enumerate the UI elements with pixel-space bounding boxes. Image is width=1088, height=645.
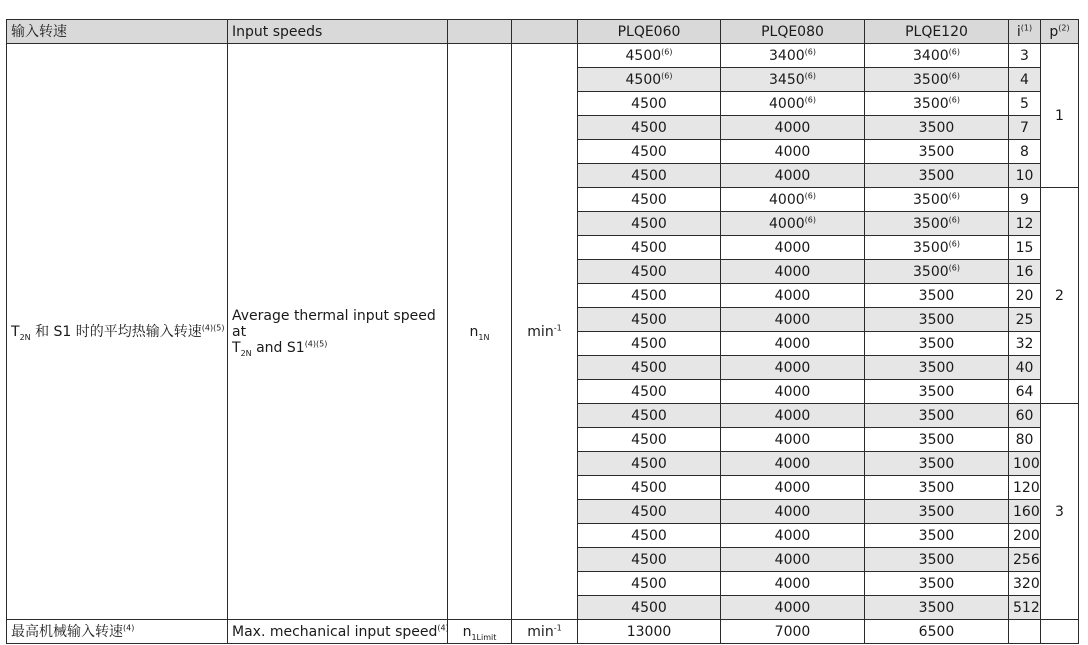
thermal-label-en — [228, 44, 448, 620]
ratio-cell: 80 — [1009, 428, 1041, 452]
header-stages — [1041, 20, 1079, 44]
ratio-cell: 16 — [1009, 260, 1041, 284]
ratio-cell: 512 — [1009, 596, 1041, 620]
speed-value: 3500 — [918, 143, 955, 160]
speed-cell-plqe120 — [865, 548, 1009, 572]
max-speed-row — [7, 620, 1079, 644]
speed-value: 4500 — [631, 527, 667, 544]
footnote-ref: (6) — [948, 214, 960, 224]
speed-cell-plqe060 — [578, 212, 721, 236]
speed-cell-plqe060 — [578, 596, 721, 620]
speed-value: 4000 — [769, 95, 805, 112]
header-model-plqe120: PLQE120 — [865, 20, 1009, 44]
unit-text: min — [527, 623, 554, 640]
speed-cell-plqe060 — [578, 332, 721, 356]
speed-value: 3500 — [918, 167, 955, 184]
ratio-cell: 9 — [1009, 188, 1041, 212]
speed-cell-plqe060 — [578, 164, 721, 188]
speed-cell-plqe120 — [865, 332, 1009, 356]
speed-cell-plqe060 — [578, 572, 721, 596]
speed-value: 4500 — [631, 263, 667, 280]
speed-value: 4000 — [774, 287, 811, 304]
ratio-cell: 100 — [1009, 452, 1041, 476]
speed-cell-plqe080 — [721, 188, 865, 212]
header-param-cn: 输入转速 — [7, 20, 228, 44]
speed-value: 4000 — [774, 263, 811, 280]
speed-cell-plqe080 — [721, 68, 865, 92]
speed-value: 3500 — [918, 479, 955, 496]
header-param-en: Input speeds — [228, 20, 448, 44]
max-speed-label-en — [228, 620, 448, 644]
ratio-cell: 60 — [1009, 404, 1041, 428]
speed-cell-plqe120 — [865, 356, 1009, 380]
speed-value: 4500 — [631, 119, 667, 136]
ratio-cell: 4 — [1009, 68, 1041, 92]
header-symbol-blank — [448, 20, 512, 44]
symbol-text: n — [462, 623, 472, 640]
speed-value: 4500 — [625, 47, 662, 64]
header-ratio — [1009, 20, 1041, 44]
speed-value: 4500 — [631, 551, 667, 568]
speed-cell-plqe080 — [721, 404, 865, 428]
speed-value: 3400 — [769, 47, 805, 64]
speed-value: 3500 — [918, 503, 955, 520]
speed-cell-plqe060 — [578, 356, 721, 380]
speed-cell-plqe120 — [865, 236, 1009, 260]
footnote-ref: (6) — [948, 262, 960, 272]
speed-value: 3500 — [913, 95, 949, 112]
unit-exponent: -1 — [553, 322, 562, 332]
speed-value: 3500 — [913, 215, 949, 232]
footnote-ref: (6) — [948, 70, 960, 80]
speed-cell-plqe120 — [865, 380, 1009, 404]
speed-value: 4000 — [769, 215, 805, 232]
speed-cell-plqe080 — [721, 524, 865, 548]
label-text: Max. mechanical input speed — [232, 623, 438, 640]
speed-value: 4000 — [769, 191, 805, 208]
speed-cell-plqe060 — [578, 188, 721, 212]
speed-value: 3500 — [913, 263, 949, 280]
ratio-cell: 8 — [1009, 140, 1041, 164]
speed-cell-plqe080 — [721, 140, 865, 164]
footnote-ref: (6) — [661, 46, 673, 56]
speed-value: 4000 — [774, 479, 811, 496]
speed-value: 3500 — [918, 599, 955, 616]
speed-value: 4500 — [631, 287, 667, 304]
speed-value: 3500 — [918, 287, 955, 304]
speed-cell-plqe080 — [721, 92, 865, 116]
footnote-ref: (6) — [948, 46, 960, 56]
stages-note: (2) — [1058, 22, 1070, 32]
speed-value: 4500 — [631, 599, 667, 616]
footnote-ref: (4) — [123, 622, 135, 632]
speed-value: 4500 — [631, 215, 667, 232]
ratio-cell: 200 — [1009, 524, 1041, 548]
ratio-cell: 12 — [1009, 212, 1041, 236]
speed-cell-plqe060 — [578, 92, 721, 116]
footnote-ref: (4)(5) — [304, 338, 328, 348]
label-text: Average thermal input speed at — [232, 307, 436, 340]
footnote-ref: (6) — [804, 214, 816, 224]
speed-value: 3500 — [918, 119, 955, 136]
speed-value: 3500 — [918, 575, 955, 592]
speed-value: 4000 — [774, 431, 811, 448]
speed-cell-plqe060 — [578, 68, 721, 92]
speed-cell-plqe060 — [578, 236, 721, 260]
speed-value: 3450 — [769, 71, 805, 88]
ratio-cell: 7 — [1009, 116, 1041, 140]
speed-value: 4000 — [774, 383, 811, 400]
speed-cell-plqe060 — [578, 308, 721, 332]
speed-cell-plqe080 — [721, 332, 865, 356]
speed-cell-plqe120 — [865, 308, 1009, 332]
max-speed-stages-blank — [1041, 620, 1079, 644]
stages-cell: 2 — [1041, 188, 1079, 404]
speed-value: 3400 — [913, 47, 949, 64]
speed-value: 4000 — [774, 239, 811, 256]
speed-cell-plqe080 — [721, 428, 865, 452]
label-text: T — [11, 323, 20, 340]
speed-cell-plqe120 — [865, 68, 1009, 92]
header-model-plqe060: PLQE060 — [578, 20, 721, 44]
label-text: T — [232, 339, 241, 356]
speed-value: 3500 — [918, 311, 955, 328]
speed-cell-plqe060 — [578, 404, 721, 428]
ratio-cell: 160 — [1009, 500, 1041, 524]
ratio-cell: 64 — [1009, 380, 1041, 404]
speed-cell-plqe060 — [578, 260, 721, 284]
speed-cell-plqe120 — [865, 260, 1009, 284]
stages-label: p — [1049, 23, 1059, 40]
footnote-ref: (6) — [804, 70, 816, 80]
speed-cell-plqe120 — [865, 572, 1009, 596]
ratio-cell: 120 — [1009, 476, 1041, 500]
speed-value: 4000 — [774, 599, 811, 616]
header-row — [7, 20, 1079, 44]
speed-cell-plqe080 — [721, 548, 865, 572]
header-model-plqe080: PLQE080 — [721, 20, 865, 44]
symbol-sub: 1N — [478, 332, 490, 342]
speed-cell-plqe080 — [721, 476, 865, 500]
ratio-cell: 32 — [1009, 332, 1041, 356]
speed-value: 4500 — [631, 335, 667, 352]
speed-value: 3500 — [918, 431, 955, 448]
speed-cell-plqe080 — [721, 164, 865, 188]
speed-cell-plqe080 — [721, 44, 865, 68]
speed-cell-plqe080 — [721, 260, 865, 284]
speed-cell-plqe080 — [721, 212, 865, 236]
speed-cell-plqe120 — [865, 212, 1009, 236]
speed-value: 4500 — [631, 407, 667, 424]
speed-value: 4500 — [631, 311, 667, 328]
input-speed-table — [6, 19, 1079, 644]
speed-value: 3500 — [913, 191, 949, 208]
speed-cell-plqe060 — [578, 44, 721, 68]
ratio-label: i — [1016, 23, 1021, 40]
stages-cell: 1 — [1041, 44, 1079, 188]
speed-cell-plqe060 — [578, 140, 721, 164]
footnote-ref: (6) — [948, 94, 960, 104]
ratio-cell: 5 — [1009, 92, 1041, 116]
speed-cell-plqe120 — [865, 116, 1009, 140]
speed-cell-plqe120 — [865, 428, 1009, 452]
ratio-cell: 10 — [1009, 164, 1041, 188]
header-unit-blank — [512, 20, 578, 44]
ratio-cell: 256 — [1009, 548, 1041, 572]
speed-value: 4000 — [774, 359, 811, 376]
max-speed-plqe060: 13000 — [578, 620, 721, 644]
speed-cell-plqe060 — [578, 548, 721, 572]
speed-value: 3500 — [918, 551, 955, 568]
speed-value: 4500 — [631, 479, 667, 496]
label-sub: 2N — [19, 332, 31, 342]
speed-value: 3500 — [918, 359, 955, 376]
speed-cell-plqe080 — [721, 284, 865, 308]
ratio-cell: 3 — [1009, 44, 1041, 68]
max-speed-ratio-blank — [1009, 620, 1041, 644]
max-speed-unit — [512, 620, 578, 644]
speed-cell-plqe120 — [865, 452, 1009, 476]
speed-value: 4500 — [631, 503, 667, 520]
speed-cell-plqe080 — [721, 452, 865, 476]
speed-cell-plqe120 — [865, 500, 1009, 524]
speed-value: 3500 — [918, 455, 955, 472]
speed-value: 4500 — [631, 359, 667, 376]
speed-value: 4000 — [774, 455, 811, 472]
speed-cell-plqe060 — [578, 452, 721, 476]
speed-cell-plqe080 — [721, 356, 865, 380]
max-speed-plqe080: 7000 — [721, 620, 865, 644]
speed-cell-plqe120 — [865, 596, 1009, 620]
speed-cell-plqe060 — [578, 476, 721, 500]
speed-cell-plqe060 — [578, 284, 721, 308]
speed-value: 3500 — [913, 239, 949, 256]
footnote-ref: (4)(5) — [201, 322, 225, 332]
speed-value: 4000 — [774, 167, 811, 184]
unit-text: min — [527, 323, 554, 340]
speed-cell-plqe060 — [578, 500, 721, 524]
footnote-ref: (6) — [804, 46, 816, 56]
speed-cell-plqe120 — [865, 284, 1009, 308]
speed-value: 4000 — [774, 503, 811, 520]
speed-cell-plqe080 — [721, 236, 865, 260]
speed-value: 4500 — [631, 455, 667, 472]
speed-cell-plqe060 — [578, 524, 721, 548]
ratio-cell: 15 — [1009, 236, 1041, 260]
ratio-cell: 25 — [1009, 308, 1041, 332]
unit-exponent: -1 — [553, 622, 562, 632]
speed-cell-plqe120 — [865, 140, 1009, 164]
speed-cell-plqe060 — [578, 116, 721, 140]
speed-cell-plqe060 — [578, 428, 721, 452]
speed-value: 4500 — [631, 191, 667, 208]
speed-value: 3500 — [918, 407, 955, 424]
speed-cell-plqe120 — [865, 476, 1009, 500]
speed-value: 4500 — [631, 95, 667, 112]
stages-cell: 3 — [1041, 404, 1079, 620]
thermal-label-cn — [7, 44, 228, 620]
ratio-cell: 20 — [1009, 284, 1041, 308]
ratio-cell: 320 — [1009, 572, 1041, 596]
label-sub: 2N — [240, 348, 252, 358]
speed-value: 4500 — [631, 431, 667, 448]
speed-value: 3500 — [918, 335, 955, 352]
ratio-cell: 40 — [1009, 356, 1041, 380]
footnote-ref: (4) — [437, 622, 449, 632]
speed-cell-plqe120 — [865, 524, 1009, 548]
speed-value: 4500 — [631, 239, 667, 256]
label-text: 最高机械输入转速 — [11, 623, 123, 640]
speed-cell-plqe080 — [721, 380, 865, 404]
speed-cell-plqe080 — [721, 116, 865, 140]
speed-value: 3500 — [918, 527, 955, 544]
thermal-unit — [512, 44, 578, 620]
speed-cell-plqe120 — [865, 188, 1009, 212]
max-speed-plqe120: 6500 — [865, 620, 1009, 644]
speed-cell-plqe120 — [865, 164, 1009, 188]
footnote-ref: (6) — [804, 190, 816, 200]
max-speed-symbol — [448, 620, 512, 644]
speed-cell-plqe120 — [865, 92, 1009, 116]
speed-cell-plqe080 — [721, 596, 865, 620]
speed-value: 4000 — [774, 119, 811, 136]
speed-value: 4000 — [774, 335, 811, 352]
speed-value: 3500 — [913, 71, 949, 88]
footnote-ref: (6) — [948, 190, 960, 200]
speed-value: 4500 — [631, 383, 667, 400]
speed-value: 4000 — [774, 407, 811, 424]
footnote-ref: (6) — [661, 70, 673, 80]
max-speed-label-cn — [7, 620, 228, 644]
speed-value: 4500 — [631, 167, 667, 184]
ratio-note: (1) — [1020, 22, 1033, 32]
speed-value: 3500 — [918, 383, 955, 400]
speed-value: 4500 — [625, 71, 662, 88]
speed-value: 4500 — [631, 575, 667, 592]
speed-value: 4000 — [774, 143, 811, 160]
speed-cell-plqe080 — [721, 500, 865, 524]
speed-cell-plqe120 — [865, 404, 1009, 428]
footnote-ref: (6) — [804, 94, 816, 104]
thermal-symbol — [448, 44, 512, 620]
label-text: 和 S1 时的平均热输入转速 — [30, 323, 202, 340]
footnote-ref: (6) — [948, 238, 960, 248]
speed-cell-plqe060 — [578, 380, 721, 404]
table-row — [7, 44, 1079, 68]
speed-cell-plqe120 — [865, 44, 1009, 68]
speed-value: 4000 — [774, 551, 811, 568]
speed-cell-plqe080 — [721, 308, 865, 332]
symbol-sub: 1Limit — [471, 632, 497, 642]
speed-cell-plqe080 — [721, 572, 865, 596]
speed-value: 4000 — [774, 311, 811, 328]
speed-value: 4500 — [631, 143, 667, 160]
symbol-text: n — [469, 323, 479, 340]
speed-value: 4000 — [774, 527, 811, 544]
label-text: and S1 — [251, 339, 305, 356]
speed-value: 4000 — [774, 575, 811, 592]
